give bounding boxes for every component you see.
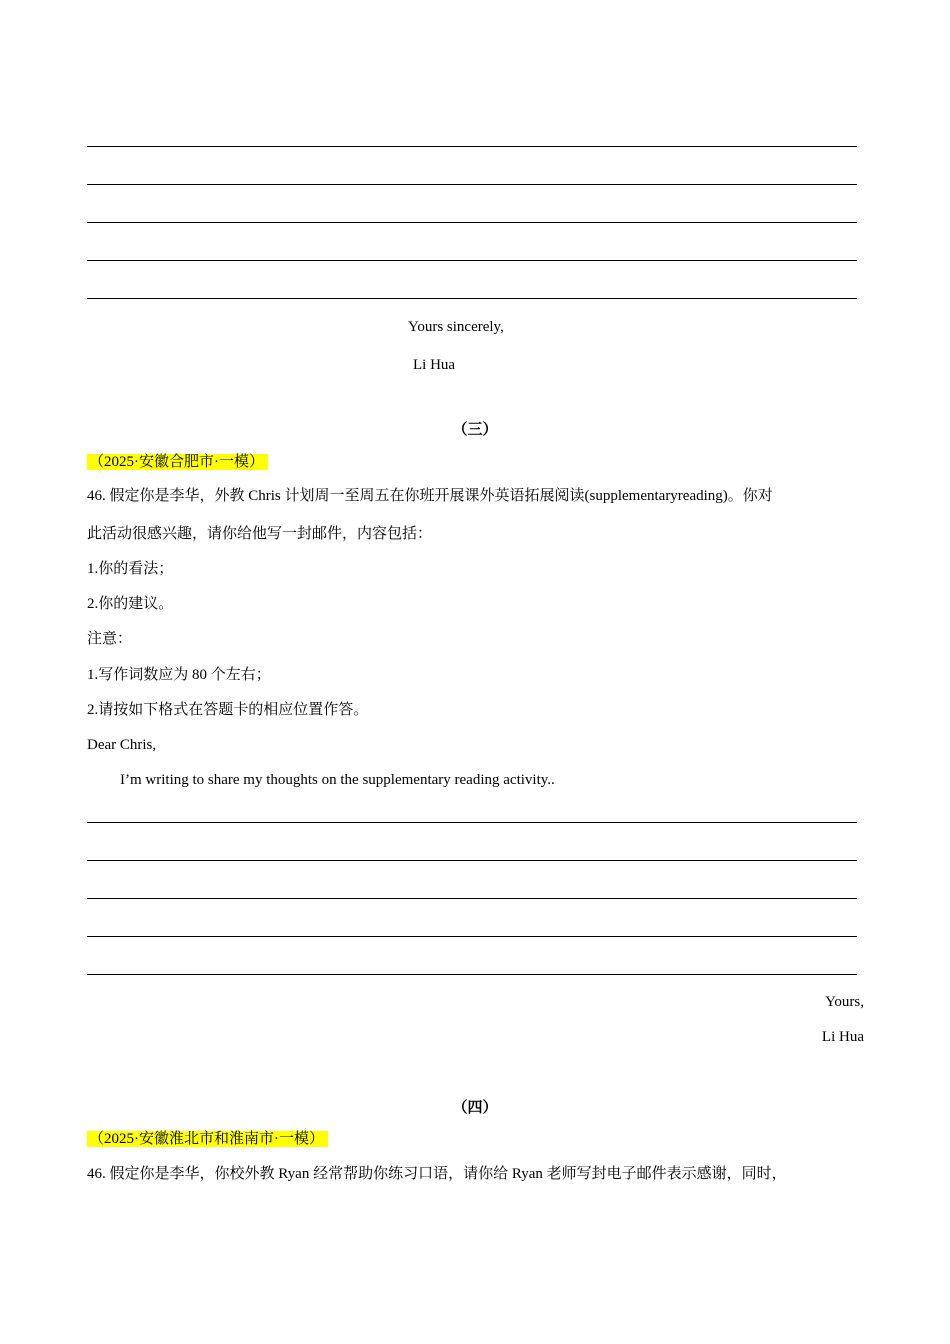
sign-off: Yours sincerely,: [408, 319, 504, 335]
source-tag: （2025·安徽淮北市和淮南市·一模）: [87, 1129, 328, 1149]
answer-line: [87, 936, 857, 937]
section-heading: （四）: [452, 1100, 498, 1116]
section-heading: （三）: [452, 422, 498, 438]
answer-line: [87, 974, 857, 975]
note-item: 2.请按如下格式在答题卡的相应位置作答。: [87, 702, 369, 718]
answer-line: [87, 146, 857, 147]
content-point: 1.你的看法；: [87, 561, 174, 577]
prompt-text: 46. 假定你是李华，外教 Chris 计划周一至周五在你班开展课外英语拓展阅读(supplementaryreading)。你对: [87, 488, 773, 504]
answer-line: [87, 222, 857, 223]
letter-opening: I’m writing to share my thoughts on the supplementary reading activity..: [120, 772, 555, 788]
answer-line: [87, 260, 857, 261]
note-item: 1.写作词数应为 80 个左右；: [87, 667, 271, 683]
answer-line: [87, 860, 857, 861]
signature: Li Hua: [821, 1029, 864, 1045]
signature: Li Hua: [413, 357, 456, 373]
answer-line: [87, 184, 857, 185]
source-tag: （2025·安徽合肥市·一模）: [87, 452, 268, 472]
letter-greeting: Dear Chris,: [87, 737, 157, 753]
sign-off: Yours,: [825, 994, 864, 1010]
content-point: 2.你的建议。: [87, 596, 174, 612]
answer-line: [87, 298, 857, 299]
prompt-text: 此活动很感兴趣，请你给他写一封邮件，内容包括：: [87, 526, 433, 542]
prompt-text: 46. 假定你是李华，你校外教 Ryan 经常帮助你练习口语，请你给 Ryan 老师写封电子邮件表示感谢，同时，: [87, 1166, 787, 1182]
answer-line: [87, 822, 857, 823]
answer-line: [87, 898, 857, 899]
note-label: 注意：: [87, 631, 133, 647]
